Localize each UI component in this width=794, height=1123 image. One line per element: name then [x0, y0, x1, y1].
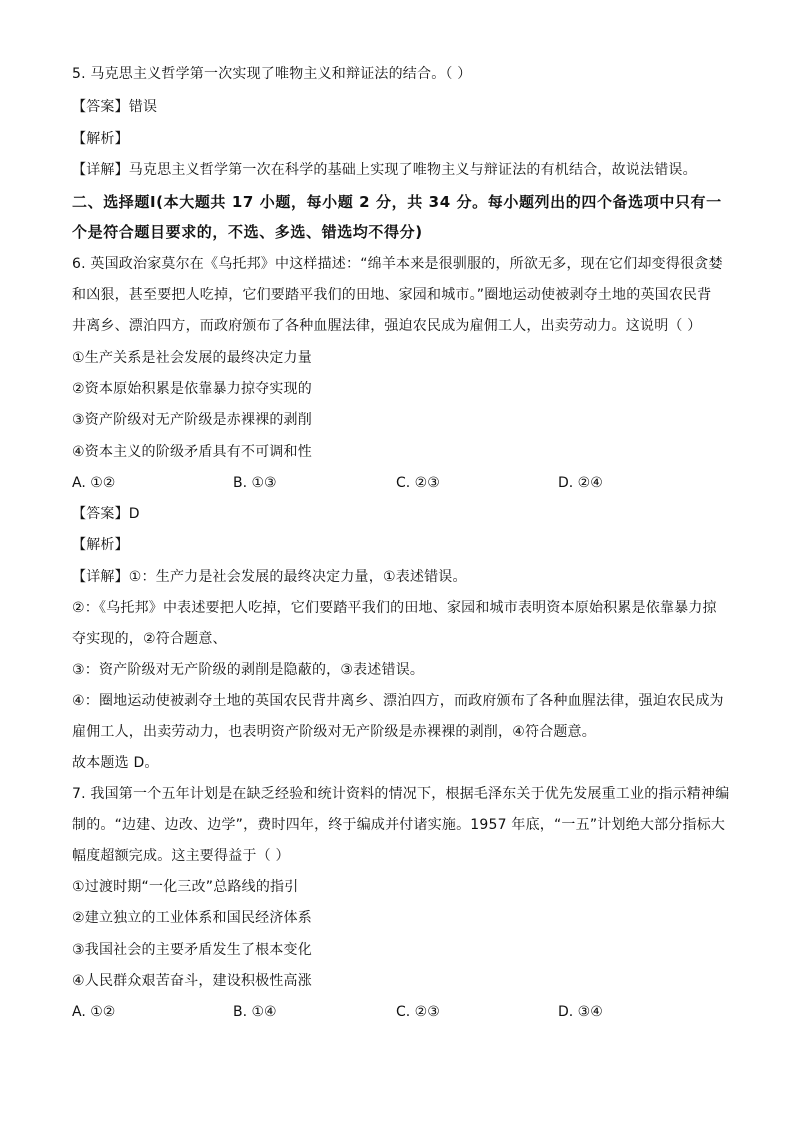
q6-stem-line3: 井离乡、漂泊四方，而政府颁布了各种血腥法律，强迫农民成为雇佣工人，出卖劳动力。这说明（ ） [72, 318, 702, 334]
q6-detail-line2: ②：《乌托邦》中表述要把人吃掉，它们要踏平我们的田地、家园和城市表明资本原始积累是依靠暴力掠 [72, 600, 717, 616]
q7-stem-line3: 幅度超额完成。这主要得益于（ ） [72, 848, 290, 864]
q7-statement-1: ①过渡时期“一化三改”总路线的指引 [72, 879, 299, 895]
q7-statement-4: ④人民群众艰苦奋斗，建设积极性高涨 [72, 973, 312, 989]
q6-statement-1: ①生产关系是社会发展的最终决定力量 [72, 350, 312, 366]
q6-detail-line7: 故本题选 D。 [72, 755, 159, 771]
q5-detail: 【详解】马克思主义哲学第一次在科学的基础上实现了唯物主义与辩证法的有机结合，故说法错误。 [72, 162, 697, 178]
q6-stem-line2: 和凶狠，甚至要把人吃掉，它们要踏平我们的田地、家园和城市。”圈地运动使被剥夺土地的英国农民背 [72, 287, 712, 303]
q6-detail-line5: ④：圈地运动使被剥夺土地的英国农民背井离乡、漂泊四方，而政府颁布了各种血腥法律，强迫农民成为 [72, 693, 724, 709]
q7-option-a: A. ①② [72, 1004, 116, 1020]
q6-statement-4: ④资本主义的阶级矛盾具有不可调和性 [72, 444, 312, 460]
q5-analysis-label: 【解析】 [72, 131, 129, 147]
q6-detail-line3: 夺实现的，②符合题意、 [72, 631, 227, 647]
q6-statement-3: ③资产阶级对无产阶级是赤裸裸的剥削 [72, 412, 312, 428]
q5-stem: 5. 马克思主义哲学第一次实现了唯物主义和辩证法的结合。（ ） [72, 66, 472, 82]
q6-analysis-label: 【解析】 [72, 537, 129, 553]
q6-stem-line1: 6. 英国政治家莫尔在《乌托邦》中这样描述：“绵羊本来是很驯服的，所欲无多，现在它们却变得很贪婪 [72, 256, 723, 272]
q7-stem-line2: 制的。“边建、边改、边学”，费时四年，终于编成并付诸实施。1957 年底，“一五”计划绝大部分指标大 [72, 817, 726, 833]
q6-option-b: B. ①③ [233, 475, 277, 491]
q6-answer: 【答案】D [72, 506, 140, 522]
q6-statement-2: ②资本原始积累是依靠暴力掠夺实现的 [72, 381, 312, 397]
q7-option-c: C. ②③ [396, 1004, 440, 1020]
q5-answer: 【答案】错误 [72, 99, 158, 115]
section2-title-line1: 二、选择题Ⅰ(本大题共 17 小题，每小题 2 分，共 34 分。每小题列出的四个备选项中只有一 [72, 193, 722, 211]
q6-option-c: C. ②③ [396, 475, 440, 491]
q7-option-b: B. ①④ [233, 1004, 277, 1020]
q7-option-d: D. ③④ [558, 1004, 603, 1020]
q6-detail-line1: 【详解】①：生产力是社会发展的最终决定力量，①表述错误。 [72, 569, 467, 585]
q6-option-a: A. ①② [72, 475, 116, 491]
q6-option-d: D. ②④ [558, 475, 603, 491]
q7-statement-2: ②建立独立的工业体系和国民经济体系 [72, 910, 312, 926]
q7-statement-3: ③我国社会的主要矛盾发生了根本变化 [72, 942, 312, 958]
q6-detail-line6: 雇佣工人，出卖劳动力，也表明资产阶级对无产阶级是赤裸裸的剥削，④符合题意。 [72, 724, 596, 740]
section2-title-line2: 个是符合题目要求的，不选、多选、错选均不得分) [72, 223, 423, 241]
q6-detail-line4: ③：资产阶级对无产阶级的剥削是隐蔽的，③表述错误。 [72, 662, 425, 678]
q7-stem-line1: 7. 我国第一个五年计划是在缺乏经验和统计资料的情况下，根据毛泽东关于优先发展重工业的指示精神编 [72, 786, 730, 802]
